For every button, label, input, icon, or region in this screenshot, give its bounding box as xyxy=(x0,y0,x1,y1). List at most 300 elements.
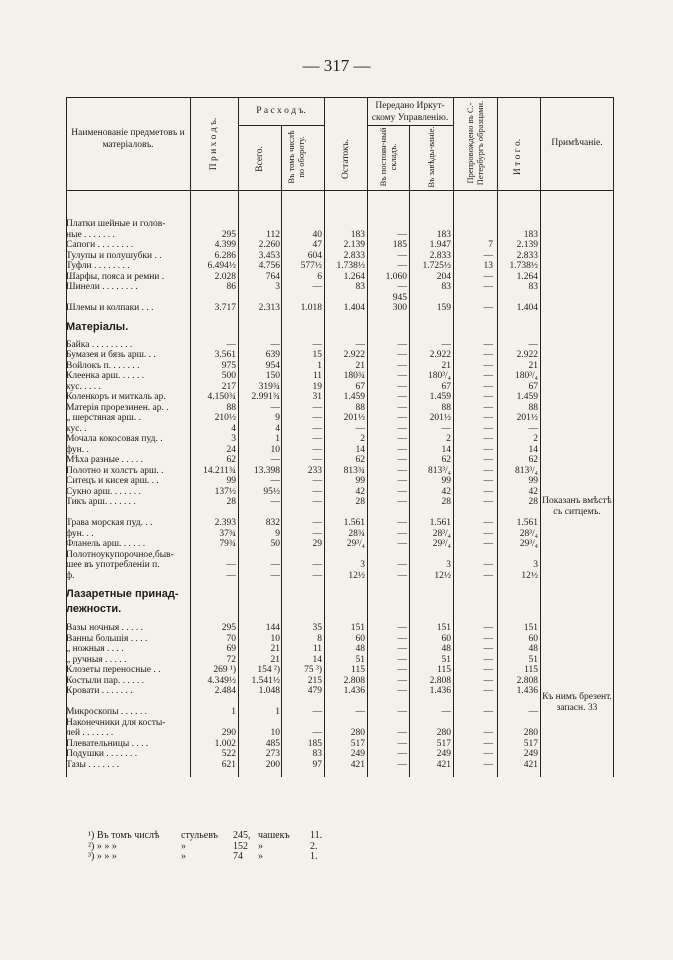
table-row xyxy=(66,371,614,382)
cell-ostatok: 1.264 xyxy=(343,271,365,282)
row-label: кус. . . . . xyxy=(66,381,101,392)
cell-itogo: 813³/₄ xyxy=(514,465,538,476)
row-label: Бумазея и бязь арш. . . xyxy=(66,350,156,360)
cell-postoyanny: — xyxy=(397,497,407,507)
cell-itogo: 88 xyxy=(528,402,538,413)
inventory-table xyxy=(66,97,614,777)
cell-oborot: 83 xyxy=(312,749,322,759)
cell-obraztsy: — xyxy=(483,381,493,392)
cell-obraztsy: — xyxy=(483,654,493,665)
footnote-n1: 152 xyxy=(233,840,248,852)
cell-oborot: — xyxy=(312,476,322,486)
cell-obraztsy: — xyxy=(483,749,493,759)
cell-ostatok: 12½ xyxy=(348,570,365,581)
cell-vsego: — xyxy=(270,497,280,507)
cell-vsego: 4 xyxy=(275,423,280,434)
footnote-n2: 1. xyxy=(310,851,318,862)
cell-vsego: 10 xyxy=(270,633,280,644)
cell-ostatok: 115 xyxy=(351,665,365,675)
table-row xyxy=(66,293,614,304)
cell-itogo: 1.404 xyxy=(516,303,538,313)
footnote-n2: 2. xyxy=(310,840,318,852)
cell-obraztsy: — xyxy=(483,759,493,770)
cell-postoyanny: — xyxy=(397,261,407,271)
cell-itogo: — xyxy=(528,339,538,350)
header-name: Наименованіе предметовъ и матеріаловъ. xyxy=(71,128,185,150)
cell-itogo: 48 xyxy=(528,644,538,654)
cell-obraztsy: — xyxy=(483,350,493,360)
row-label: Тазы . . . . . . . xyxy=(66,759,120,770)
cell-prikhod: 1 xyxy=(231,707,236,717)
cell-postoyanny: — xyxy=(397,371,407,381)
table-top-rule xyxy=(66,97,614,98)
cell-postoyanny: 185 xyxy=(392,240,407,250)
cell-obraztsy: — xyxy=(483,423,493,434)
row-label: Платки шейные и голов- xyxy=(66,219,166,229)
row-label: Матерія прорезинен. ар. . xyxy=(66,402,169,413)
cell-prikhod: 2.028 xyxy=(214,271,236,282)
cell-oborot: 8 xyxy=(317,633,322,644)
table-row xyxy=(66,623,614,634)
table-row xyxy=(66,550,614,561)
cell-oborot: — xyxy=(312,402,322,413)
cell-ostatok: 183 xyxy=(350,229,365,240)
header-itogo: И т о г о. xyxy=(513,138,523,176)
cell-vsego: 1 xyxy=(275,434,280,444)
cell-zavedyvanie: — xyxy=(441,707,451,717)
cell-ostatok: 21 xyxy=(355,360,365,371)
cell-obraztsy: — xyxy=(483,476,493,486)
cell-ostatok: 249 xyxy=(350,749,365,759)
cell-postoyanny: — xyxy=(397,413,407,423)
cell-postoyanny: — xyxy=(397,749,407,759)
cell-vsego: 9 xyxy=(275,413,280,423)
cell-itogo: 1.738½ xyxy=(509,261,538,271)
table-row xyxy=(66,539,614,550)
cell-itogo: 1.459 xyxy=(516,392,538,402)
cell-postoyanny: — xyxy=(397,560,407,570)
cell-obraztsy: — xyxy=(483,570,493,581)
cell-vsego: 2.991¾ xyxy=(251,392,280,402)
table-row xyxy=(66,466,614,477)
cell-obraztsy: — xyxy=(483,728,493,738)
row-label: Клеенка арш. . . . . . xyxy=(66,371,145,381)
cell-prikhod: 137½ xyxy=(214,486,236,497)
table-row xyxy=(66,350,614,361)
cell-ostatok: 517 xyxy=(350,738,365,749)
cell-oborot: — xyxy=(312,570,322,581)
cell-prikhod: 210½ xyxy=(214,413,236,423)
cell-itogo: 2.833 xyxy=(516,250,538,261)
cell-prikhod: — xyxy=(226,560,236,570)
cell-prikhod: 3.717 xyxy=(214,303,236,313)
cell-vsego: 112 xyxy=(266,229,280,240)
cell-vsego: 485 xyxy=(265,738,280,749)
cell-vsego: 1.541½ xyxy=(251,675,280,686)
cell-obraztsy: — xyxy=(483,303,493,313)
cell-obraztsy: — xyxy=(483,250,493,261)
cell-ostatok: — xyxy=(355,707,365,717)
cell-prikhod: 4 xyxy=(231,423,236,434)
cell-obraztsy: — xyxy=(483,371,493,381)
header-raskhod: Р а с х о д ъ. xyxy=(256,106,306,116)
cell-postoyanny: — xyxy=(397,339,407,350)
cell-vsego: 150 xyxy=(265,371,280,381)
cell-ostatok: 1.404 xyxy=(343,303,365,313)
cell-vsego: 10 xyxy=(270,444,280,455)
table-row xyxy=(66,508,614,519)
cell-prikhod: 62 xyxy=(226,455,236,465)
cell-itogo: 28³/₄ xyxy=(519,528,538,539)
cell-zavedyvanie: 51 xyxy=(441,654,451,665)
cell-prikhod: 99 xyxy=(226,476,236,486)
row-label: Наконечники для косты- xyxy=(66,717,166,728)
cell-obraztsy: — xyxy=(483,560,493,570)
cell-obraztsy: — xyxy=(483,644,493,654)
table-row xyxy=(66,529,614,540)
cell-obraztsy: — xyxy=(483,271,493,282)
cell-prikhod: 70 xyxy=(226,633,236,644)
table-body xyxy=(66,219,614,770)
cell-oborot: 604 xyxy=(307,250,322,261)
row-label: Туфли . . . . . . . . xyxy=(66,261,130,271)
cell-zavedyvanie: 29³/₄ xyxy=(432,539,451,549)
row-label: Полотноукупорочное,быв- xyxy=(66,549,174,560)
cell-oborot: 14 xyxy=(312,654,322,665)
cell-vsego: 200 xyxy=(265,759,280,770)
table-row xyxy=(66,487,614,498)
cell-vsego: 3.453 xyxy=(258,250,280,261)
row-label: фун. . . xyxy=(66,528,94,539)
cell-itogo: 180³/₄ xyxy=(514,371,538,381)
cell-ostatok: 813¾ xyxy=(343,465,365,476)
cell-prikhod: 500 xyxy=(221,371,236,381)
cell-zavedyvanie: 517 xyxy=(436,738,451,749)
cell-zavedyvanie: 180³/₄ xyxy=(427,371,451,381)
table-row xyxy=(66,697,614,708)
cell-obraztsy: 13 xyxy=(483,261,493,271)
row-label: Коленкоръ и миткаль ар. xyxy=(66,392,166,402)
cell-zavedyvanie: 42 xyxy=(441,486,451,497)
table-row xyxy=(66,665,614,676)
table-row xyxy=(66,655,614,666)
footnote-item2: » xyxy=(258,851,263,862)
cell-oborot: — xyxy=(312,497,322,507)
cell-postoyanny: — xyxy=(397,539,407,549)
cell-itogo: 201½ xyxy=(516,413,538,423)
header-bottom-rule xyxy=(66,190,614,191)
cell-oborot: — xyxy=(312,413,322,423)
cell-itogo: 28 xyxy=(528,497,538,507)
row-label: Подушки . . . . . . . xyxy=(66,749,138,759)
table-row xyxy=(66,686,614,697)
cell-ostatok: 3 xyxy=(360,560,365,570)
cell-zavedyvanie: 2 xyxy=(446,434,451,444)
cell-ostatok: 14 xyxy=(355,444,365,455)
cell-obraztsy: — xyxy=(483,665,493,675)
cell-oborot: 215 xyxy=(307,675,322,686)
cell-oborot: 233 xyxy=(307,465,322,476)
cell-prikhod: 522 xyxy=(221,749,236,759)
table-row xyxy=(66,219,614,230)
cell-postoyanny: — xyxy=(397,675,407,686)
cell-zavedyvanie: 813³/₄ xyxy=(427,465,451,476)
table-row xyxy=(66,760,614,771)
cell-prikhod: 79¾ xyxy=(219,539,236,549)
cell-zavedyvanie: 2.922 xyxy=(429,350,451,360)
cell-postoyanny: — xyxy=(397,282,407,292)
header-oborot: Въ томъ числѣ по обороту. xyxy=(286,130,306,184)
table-row xyxy=(66,303,614,314)
row-label: кус. . xyxy=(66,423,87,434)
cell-prikhod: 975 xyxy=(221,360,236,371)
cell-ostatok: 201½ xyxy=(343,413,365,423)
cell-vsego: 4.756 xyxy=(258,261,280,271)
table-row xyxy=(66,676,614,687)
footnote-n2: 11. xyxy=(310,830,323,841)
cell-obraztsy: — xyxy=(483,465,493,476)
cell-vsego: 832 xyxy=(265,518,280,528)
cell-zavedyvanie: 28³/₄ xyxy=(432,528,451,539)
table-row xyxy=(66,707,614,718)
cell-itogo: 83 xyxy=(528,282,538,292)
cell-itogo: 2.808 xyxy=(516,675,538,686)
row-label: „ ручныя . . . . . xyxy=(66,654,127,665)
cell-ostatok: 1.459 xyxy=(343,392,365,402)
row-label: Вазы ночныя . . . . . xyxy=(66,623,144,633)
cell-itogo: 183 xyxy=(523,229,538,240)
cell-ostatok: 28 xyxy=(355,497,365,507)
cell-itogo: 14 xyxy=(528,444,538,455)
cell-oborot: 479 xyxy=(307,686,322,696)
cell-obraztsy: — xyxy=(483,539,493,549)
cell-itogo: 29³/₄ xyxy=(519,539,538,549)
cell-postoyanny: — xyxy=(397,402,407,413)
cell-oborot: — xyxy=(312,339,322,350)
cell-vsego: 3 xyxy=(275,282,280,292)
cell-vsego: 1.048 xyxy=(258,686,280,696)
cell-ostatok: 51 xyxy=(355,654,365,665)
note-krovati: Къ нимъ брезент. запасн. 33 xyxy=(542,692,612,713)
cell-oborot: 11 xyxy=(312,644,322,654)
cell-obraztsy: 7 xyxy=(488,240,493,250)
table-row xyxy=(66,571,614,582)
cell-obraztsy: — xyxy=(483,707,493,717)
cell-obraztsy: — xyxy=(483,686,493,696)
table-row xyxy=(66,476,614,487)
cell-oborot: — xyxy=(312,434,322,444)
cell-ostatok: 280 xyxy=(350,728,365,738)
cell-vsego: 50 xyxy=(270,539,280,549)
table-row xyxy=(66,497,614,508)
cell-obraztsy: — xyxy=(483,413,493,423)
cell-ostatok: 2.808 xyxy=(343,675,365,686)
cell-prikhod: 4.399 xyxy=(214,240,236,250)
cell-postoyanny: — xyxy=(397,350,407,360)
cell-zavedyvanie: 201½ xyxy=(429,413,451,423)
cell-ostatok: 2.139 xyxy=(343,240,365,250)
cell-prikhod: 6.494½ xyxy=(207,261,236,271)
cell-oborot: — xyxy=(312,728,322,738)
cell-obraztsy: — xyxy=(483,444,493,455)
cell-ostatok: 83 xyxy=(355,282,365,292)
cell-vsego: 764 xyxy=(265,271,280,282)
cell-postoyanny: — xyxy=(397,250,407,261)
cell-oborot: — xyxy=(312,707,322,717)
cell-itogo: 51 xyxy=(528,654,538,665)
table-row xyxy=(66,445,614,456)
cell-vsego: 13.398 xyxy=(253,465,280,476)
row-label: Фланель арш. . . . . . xyxy=(66,539,146,549)
table-row xyxy=(66,272,614,283)
cell-oborot: — xyxy=(312,423,322,434)
cell-prikhod: 4.150¾ xyxy=(207,392,236,402)
cell-prikhod: 2.484 xyxy=(214,686,236,696)
cell-prikhod: 28 xyxy=(226,497,236,507)
note-tik: Показанъ вмѣстѣ съ ситцемъ. xyxy=(542,496,612,517)
cell-zavedyvanie: 204 xyxy=(436,271,451,282)
cell-postoyanny: — xyxy=(397,728,407,738)
cell-postoyanny: — xyxy=(397,465,407,476)
row-label: фун. . xyxy=(66,444,89,455)
row-label: „ шерстяная арш. . xyxy=(66,413,141,423)
table-row xyxy=(66,560,614,571)
cell-ostatok: 42 xyxy=(355,486,365,497)
cell-ostatok: 2.922 xyxy=(343,350,365,360)
cell-prikhod: 86 xyxy=(226,282,236,292)
cell-ostatok: — xyxy=(355,339,365,350)
row-label: ные . . . . . . . xyxy=(66,229,115,240)
cell-prikhod: 37¾ xyxy=(219,528,236,539)
cell-itogo: 421 xyxy=(523,759,538,770)
cell-postoyanny: — xyxy=(397,644,407,654)
section-heading xyxy=(66,581,614,623)
cell-ostatok: 2 xyxy=(360,434,365,444)
cell-ostatok: 60 xyxy=(355,633,365,644)
cell-oborot: 40 xyxy=(312,229,322,240)
cell-postoyanny: — xyxy=(397,229,407,240)
cell-oborot: 577½ xyxy=(300,261,322,271)
cell-zavedyvanie: 3 xyxy=(446,560,451,570)
footnote-mark: ¹) Въ томъ числѣ xyxy=(88,830,160,841)
cell-zavedyvanie: 1.561 xyxy=(429,518,451,528)
cell-vsego: 154 ²) xyxy=(257,665,280,675)
cell-itogo: 2.922 xyxy=(516,350,538,360)
cell-oborot: — xyxy=(312,444,322,455)
cell-obraztsy: — xyxy=(483,455,493,465)
cell-postoyanny: — xyxy=(397,392,407,402)
cell-prikhod: 88 xyxy=(226,402,236,413)
cell-zavedyvanie: 99 xyxy=(441,476,451,486)
cell-obraztsy: — xyxy=(483,497,493,507)
header-peredano: Передано Иркут-скому Управленію. xyxy=(371,101,449,123)
cell-oborot: — xyxy=(312,528,322,539)
cell-ostatok: 88 xyxy=(355,402,365,413)
cell-ostatok: 62 xyxy=(355,455,365,465)
cell-postoyanny: — xyxy=(397,455,407,465)
cell-itogo: 2.139 xyxy=(516,240,538,250)
cell-vsego: 21 xyxy=(270,654,280,665)
cell-zavedyvanie: 1.436 xyxy=(429,686,451,696)
cell-ostatok: 67 xyxy=(355,381,365,392)
cell-itogo: 517 xyxy=(523,738,538,749)
table-row xyxy=(66,340,614,351)
cell-vsego: 2.313 xyxy=(258,303,280,313)
raskhod-subrule xyxy=(238,125,324,126)
cell-prikhod: 24 xyxy=(226,444,236,455)
row-label: шее въ употребленіи п. xyxy=(66,560,160,570)
cell-postoyanny: — xyxy=(397,654,407,665)
cell-zavedyvanie: 115 xyxy=(437,665,451,675)
page-number: — 317 — xyxy=(302,56,371,75)
cell-oborot: — xyxy=(312,455,322,465)
footnote-n1: 245, xyxy=(233,830,251,841)
footnote-mark: ²) » » » xyxy=(88,840,117,852)
row-label: Ситецъ и кисея арш. . . xyxy=(66,476,159,486)
cell-obraztsy: — xyxy=(483,434,493,444)
cell-oborot: — xyxy=(312,560,322,570)
table-row xyxy=(66,718,614,729)
row-label: Войлокъ п. . . . . . . xyxy=(66,360,140,371)
cell-itogo: 115 xyxy=(524,665,538,675)
cell-ostatok: 99 xyxy=(355,476,365,486)
cell-postoyanny: — xyxy=(397,486,407,497)
cell-vsego: — xyxy=(270,476,280,486)
table-row xyxy=(66,644,614,655)
cell-postoyanny: — xyxy=(397,759,407,770)
cell-vsego: — xyxy=(270,339,280,350)
cell-ostatok: 1.561 xyxy=(343,518,365,528)
cell-prikhod: — xyxy=(226,339,236,350)
row-label: Микроскопы . . . . . . xyxy=(66,707,147,717)
table-row xyxy=(66,634,614,645)
cell-prikhod: 2.393 xyxy=(214,518,236,528)
cell-prikhod: 621 xyxy=(221,759,236,770)
cell-zavedyvanie: 12½ xyxy=(434,570,451,581)
header-prikhod: П р и х о д ъ. xyxy=(209,117,219,171)
cell-itogo: 60 xyxy=(528,633,538,644)
cell-ostatok: 2.833 xyxy=(343,250,365,261)
cell-zavedyvanie: 2.833 xyxy=(429,250,451,261)
cell-zavedyvanie: 249 xyxy=(436,749,451,759)
cell-obraztsy: — xyxy=(483,339,493,350)
table-row xyxy=(66,455,614,466)
cell-itogo: 1.561 xyxy=(516,518,538,528)
cell-vsego: 1 xyxy=(275,707,280,717)
cell-oborot: 75 ³) xyxy=(304,665,322,675)
row-label: лей . . . . . . . xyxy=(66,728,114,738)
cell-prikhod: 6.286 xyxy=(214,250,236,261)
section-heading xyxy=(66,314,614,340)
cell-vsego: 319¾ xyxy=(258,381,280,392)
table-row xyxy=(66,230,614,241)
cell-itogo: 249 xyxy=(523,749,538,759)
cell-vsego: 9 xyxy=(275,528,280,539)
header-ostatok: Остатокъ. xyxy=(341,139,351,179)
cell-vsego: — xyxy=(270,402,280,413)
cell-vsego: 144 xyxy=(265,623,280,633)
cell-ostatok: 28¾ xyxy=(348,528,365,539)
footnote-n1: 74 xyxy=(233,851,243,862)
cell-zavedyvanie: 159 xyxy=(436,303,451,313)
cell-ostatok: 421 xyxy=(350,759,365,770)
cell-postoyanny: — xyxy=(397,738,407,749)
header-preprovozhdeno: Препровождено въ С.-Петербургъ образцами. xyxy=(465,100,485,186)
cell-zavedyvanie: 1.947 xyxy=(429,240,451,250)
cell-itogo: 1.264 xyxy=(516,271,538,282)
cell-zavedyvanie: 88 xyxy=(441,402,451,413)
cell-obraztsy: — xyxy=(483,392,493,402)
